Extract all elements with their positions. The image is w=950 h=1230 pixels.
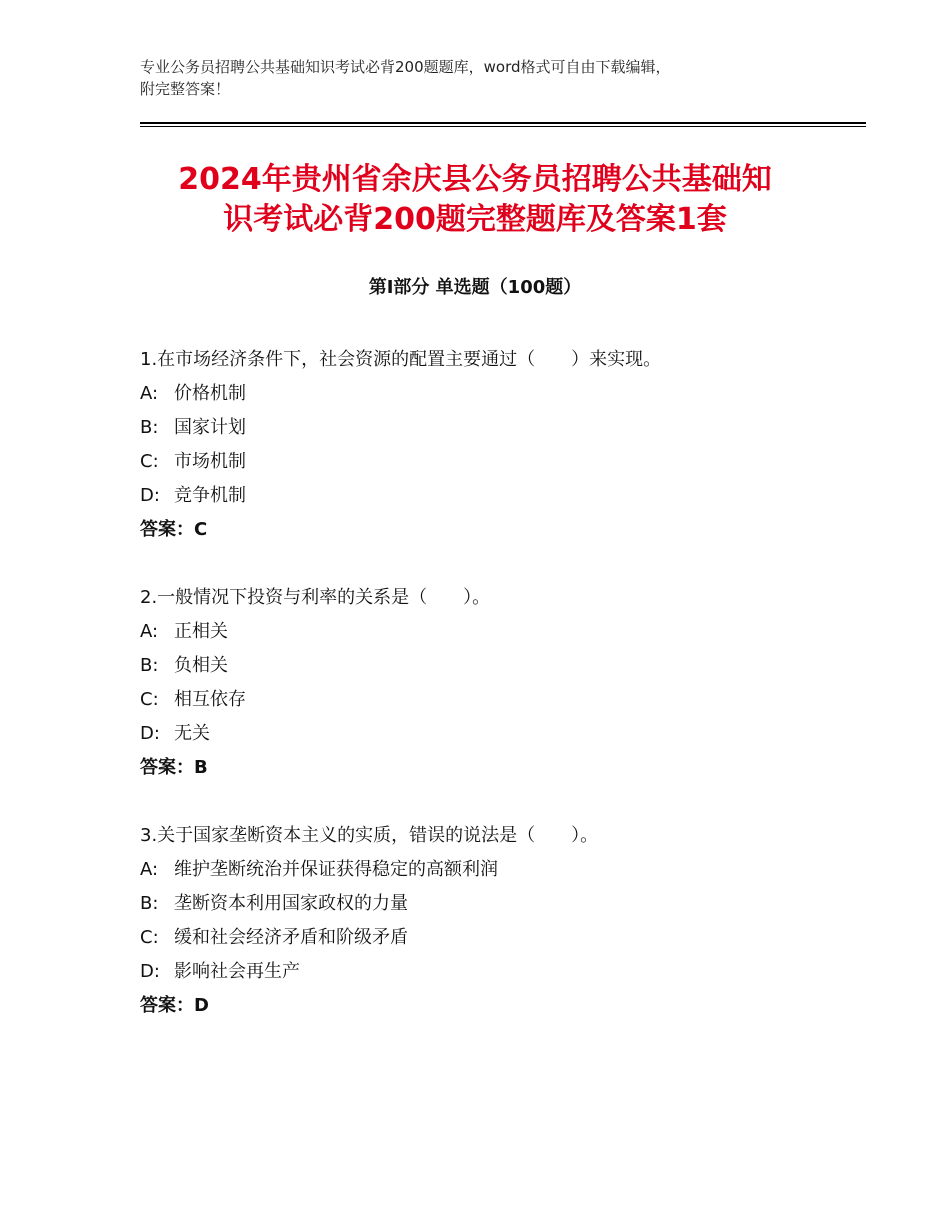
question-answer: 答案：D xyxy=(140,995,209,1016)
option-key: C: xyxy=(140,927,159,948)
option-key: B: xyxy=(140,655,159,676)
option-key: A: xyxy=(140,621,159,642)
option-text: 影响社会再生产 xyxy=(174,961,300,982)
option-text: 垄断资本利用国家政权的力量 xyxy=(174,893,408,914)
question-option-c xyxy=(140,445,860,479)
option-key: B: xyxy=(140,417,159,438)
option-text: 维护垄断统治并保证获得稳定的高额利润 xyxy=(174,859,498,880)
option-key: D: xyxy=(140,723,160,744)
option-key: C: xyxy=(140,451,159,472)
question-stem: 2.一般情况下投资与利率的关系是（ ）。 xyxy=(140,587,491,608)
document-title xyxy=(100,160,850,240)
question-answer: 答案：C xyxy=(140,519,208,540)
option-key: B: xyxy=(140,893,159,914)
option-key: A: xyxy=(140,383,159,404)
option-text: 相互依存 xyxy=(174,689,246,710)
question-3 xyxy=(140,819,860,1023)
header-divider-thick xyxy=(140,122,866,124)
question-2 xyxy=(140,581,860,785)
question-answer: 答案：B xyxy=(140,757,208,778)
document-title-line-1: 2024年贵州省余庆县公务员招聘公共基础知 xyxy=(178,162,772,197)
option-text: 正相关 xyxy=(174,621,228,642)
question-option-b xyxy=(140,887,860,921)
header-note-line-1: 专业公务员招聘公共基础知识考试必背200题题库，word格式可自由下载编辑， xyxy=(140,58,671,76)
question-list xyxy=(140,343,860,1023)
question-stem: 1.在市场经济条件下，社会资源的配置主要通过（ ）来实现。 xyxy=(140,349,662,370)
option-text: 无关 xyxy=(174,723,210,744)
question-option-b xyxy=(140,649,860,683)
option-text: 市场机制 xyxy=(174,451,246,472)
question-option-a xyxy=(140,615,860,649)
question-option-a xyxy=(140,377,860,411)
question-option-a xyxy=(140,853,860,887)
option-text: 国家计划 xyxy=(174,417,246,438)
question-option-d xyxy=(140,955,860,989)
document-title-line-2: 识考试必背200题完整题库及答案1套 xyxy=(223,202,727,237)
question-option-d xyxy=(140,717,860,751)
header-note-line-2: 附完整答案！ xyxy=(140,80,231,98)
question-1 xyxy=(140,343,860,547)
option-text: 价格机制 xyxy=(174,383,246,404)
header-divider-thin xyxy=(140,126,866,127)
option-key: A: xyxy=(140,859,159,880)
question-option-b xyxy=(140,411,860,445)
option-text: 负相关 xyxy=(174,655,228,676)
section-title: 第Ⅰ部分 单选题（100题） xyxy=(368,277,582,298)
option-key: D: xyxy=(140,961,160,982)
header-note xyxy=(140,56,840,100)
option-text: 缓和社会经济矛盾和阶级矛盾 xyxy=(174,927,408,948)
option-text: 竞争机制 xyxy=(174,485,246,506)
question-stem: 3.关于国家垄断资本主义的实质，错误的说法是（ ）。 xyxy=(140,825,599,846)
question-option-d xyxy=(140,479,860,513)
option-key: D: xyxy=(140,485,160,506)
question-option-c xyxy=(140,683,860,717)
option-key: C: xyxy=(140,689,159,710)
question-option-c xyxy=(140,921,860,955)
